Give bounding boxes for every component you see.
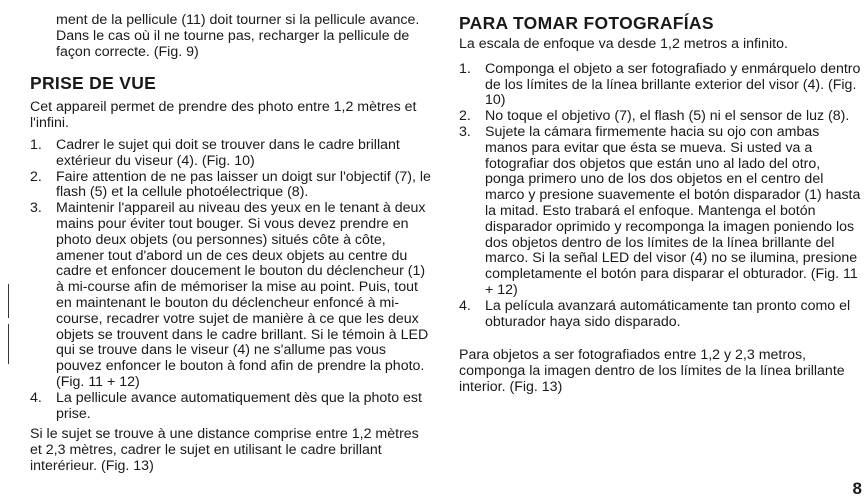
- list-item: 2. Faire attention de ne pas laisser un doigt sur l'objectif (7), le flash (5) et la cellule photoélectrique (8).: [30, 168, 431, 201]
- list-item: 4. La película avanzará automáticamente tan pronto como el obturador haya sido disparado.: [459, 297, 851, 330]
- list-item: 1. Cadrer le sujet qui doit se trouver dans le cadre brillant extérieur du viseur (4). (Fig. 10): [30, 136, 400, 169]
- list-item: 2. No toque el objetivo (7), el flash (5) ni el sensor de luz (8).: [459, 108, 850, 125]
- intro-paragraph: Cet appareil permet de prendre des photo entre 1,2 mètres et l'infini.: [30, 99, 417, 132]
- list-item: 1. Componga el objeto a ser fotografiado y enmárquelo dentro de los límites de la línea brillante exterior del visor (4). (Fig. 10): [459, 60, 861, 109]
- section-heading: PARA TOMAR FOTOGRAFÍAS: [459, 13, 714, 33]
- closing-paragraph: Si le sujet se trouve à une distance comprise entre 1,2 mètres et 2,3 mètres, cadrer le sujet en utilisant le cadre brillant interérieur. (Fig. 13): [30, 426, 419, 474]
- intro-paragraph: La escala de enfoque va desde 1,2 metros a infinito.: [459, 36, 788, 52]
- closing-paragraph: Para objetos a ser fotografiados entre 1,2 y 2,3 metros, componga la imagen dentro de los límites de la línea brillante interior. (Fig. 13): [459, 347, 845, 395]
- page-number: 8: [852, 479, 862, 498]
- margin-mark: [8, 324, 9, 364]
- margin-mark: [8, 284, 9, 318]
- steps-list: [459, 62, 861, 331]
- spanish-column: [459, 0, 861, 396]
- list-item: 3. Maintenir l'appareil au niveau des yeux en le tenant à deux mains pour éviter tout bouger. Si vous devez prendre en photo deux objets (ou personnes) situés côte à côte, amener tout d'abord un de ces deux objets au centre du cadre et enfoncer doucement le bouton du déclencheur (1) à mi-course afin de mémoriser la mise au point. Puis, tout en maintenant le bouton du déclencheur enfoncé à mi-course, recadrer votre sujet de manière à ce que les deux objets se trouvent dans le cadre brillant. Si le témoin à LED qui se trouve dans le viseur (4) ne s'allume pas vous pouvez enfoncer le bouton à fond afin de prendre la photo. (Fig. 11 + 12): [30, 200, 429, 390]
- french-column: [30, 0, 434, 475]
- section-heading: PRISE DE VUE: [30, 73, 157, 94]
- steps-list: [30, 138, 434, 422]
- list-item: 3. Sujete la cámara firmemente hacia su ojo con ambas manos para evitar que ésta se mueva. Si usted va a fotografiar dos objetos que están uno al lado del otro, ponga primero uno de los dos objetos en el centro del marco y presione suavemente el botón disparador (1) hasta la mitad. Esto trabará el enfoque. Mantenga el botón disparador oprimido y recomponga la imagen poniendo los dos objetos dentro de los límites de la línea brillante del marco. Si la señal LED del visor (4) no se ilumina, presione completamente el botón para disparar el obturador. (Fig. 11 + 12): [459, 123, 861, 298]
- list-item: 4. La pellicule avance automatiquement dès que la photo est prise.: [30, 389, 422, 422]
- continuation-paragraph: ment de la pellicule (11) doit tourner si la pellicule avance. Dans le cas où il ne tourne pas, recharger la pellicule de façon correcte. (Fig. 9): [56, 12, 420, 60]
